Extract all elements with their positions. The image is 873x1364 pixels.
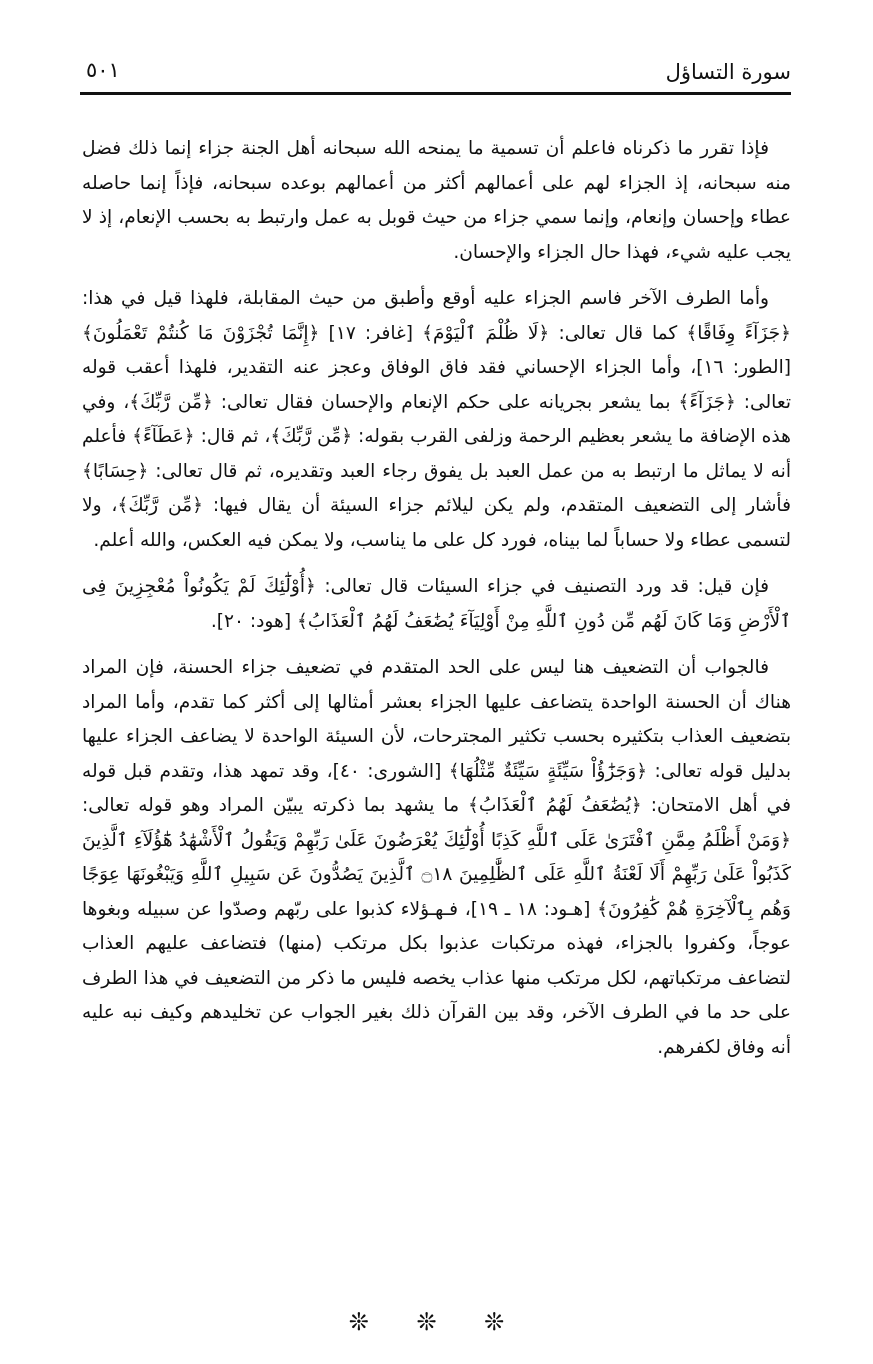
page-number: ٥٠١ bbox=[86, 58, 120, 82]
section-separator: ❊ ❊ ❊ bbox=[348, 1308, 525, 1336]
paragraph: فإذا تقرر ما ذكرناه فاعلم أن تسمية ما يمنحه الله سبحانه أهل الجنة جزاء إنما ذلك فضل منه سبحانه، إذ الجزاء لهم على أعمالهم أكثر من أعمالهم بوعده سبحانه، فإذاً إنما حاصله عطاء وإحسان وإنعام، وإنما سمي جزاء من حيث قوبل به عمل وارتبط به بحسب الإنعام، إذ لا يجب عليه شيء، فهذا حال الجزاء والإحسان. bbox=[82, 138, 791, 263]
header-rule bbox=[80, 92, 791, 95]
paragraph: وأما الطرف الآخر فاسم الجزاء عليه أوقع وأطبق من حيث المقابلة، فلهذا قيل في هذا: ﴿جَزَآءً وِفَاقًا﴾ كما قال تعالى: ﴿لَا ظُلْمَ ٱلْيَوْمَ﴾ [غافر: ١٧] ﴿إِنَّمَا تُجْزَوْنَ مَا كُنتُمْ تَعْمَلُونَ﴾ [الطور: ١٦]، وأما الجزاء الإحساني فقد فاق الوفاق وعجز عنه التقدير، فلهذا أعقب قوله تعالى: ﴿جَزَآءً﴾ بما يشعر بجريانه على حكم الإنعام والإحسان فقال تعالى: ﴿مِّن رَّبِّكَ﴾، وفي هذه الإضافة ما يشعر بعظيم الرحمة وزلفى القرب بقوله: ﴿مِّن رَّبِّكَ﴾، ثم قال: ﴿عَطَآءً﴾ فأعلم أنه لا يماثل ما ارتبط به من عمل العبد بل يفوق رجاء العبد وتقديره، ثم قال تعالى: ﴿حِسَابًا﴾ فأشار إلى التضعيف المتقدم، ولم يكن ليلائم جزاء السيئة أن يقال فيها: ﴿مِّن رَّبِّكَ﴾، ولا لتسمى عطاء ولا حساباً لما بيناه، فورد كل على ما يناسب، ولا يمكن فيه العكس، والله أعلم. bbox=[82, 288, 791, 551]
paragraph: فإن قيل: قد ورد التصنيف في جزاء السيئات قال تعالى: ﴿أُوْلَٰٓئِكَ لَمْ يَكُونُواْ مُعْجِزِينَ فِى ٱلْأَرْضِ وَمَا كَانَ لَهُم مِّن دُونِ ٱللَّهِ مِنْ أَوْلِيَآءَ يُضَٰعَفُ لَهُمُ ٱلْعَذَابُ﴾ [هود: ٢٠]. bbox=[82, 576, 791, 632]
page-body bbox=[82, 132, 791, 1065]
page-header bbox=[80, 46, 791, 96]
paragraph: فالجواب أن التضعيف هنا ليس على الحد المتقدم في تضعيف جزاء الحسنة، فإن المراد هناك أن الحسنة الواحدة يتضاعف عليها الجزاء بعشر أمثالها إلى أكثر كما تقدم، وأما المراد بتضعيف العذاب بتكثيره بحسب تكثير المجترحات، لأن السيئة الواحدة لا يضاعف الجزاء عليها بدليل قوله تعالى: ﴿وَجَزَٰٓؤُاْ سَيِّئَةٍ سَيِّئَةٌ مِّثْلُهَا﴾ [الشورى: ٤٠]، وقد تمهد هذا، وتقدم قبل قوله في أهل الامتحان: ﴿يُضَٰعَفُ لَهُمُ ٱلْعَذَابُ﴾ ما يشهد بما ذكرته يبيّن المراد وهو قوله تعالى: ﴿وَمَنْ أَظْلَمُ مِمَّنِ ٱفْتَرَىٰ عَلَى ٱللَّهِ كَذِبًا أُوْلَٰٓئِكَ يُعْرَضُونَ عَلَىٰ رَبِّهِمْ وَيَقُولُ ٱلْأَشْهَٰدُ هَٰٓؤُلَآءِ ٱلَّذِينَ كَذَبُواْ عَلَىٰ رَبِّهِمْ أَلَا لَعْنَةُ ٱللَّهِ عَلَى ٱلظَّٰلِمِينَ ۝١٨ ٱلَّذِينَ يَصُدُّونَ عَن سَبِيلِ ٱللَّهِ وَيَبْغُونَهَا عِوَجًا وَهُم بِٱلْآخِرَةِ هُمْ كَٰفِرُونَ﴾ [هـود: ١٨ ـ ١٩]، فـهـؤلاء كذبوا على ربّهم وصدّوا عن سبيله وبغوها عوجاً، وكفروا بالجزاء، فهذه مرتكبات عذبوا بكل مرتكب (منها) فتضاعف عليهم العذاب لتضاعف مرتكباتهم، لكل مرتكب منها عذاب يخصه فليس ما ذكر من التضعيف في هذا الطرف على حد ما في الطرف الآخر، وقد بين القرآن ذلك بغير الجواب عن تخليدهم وكيف نبه عليه أنه وفاق لكفرهم. bbox=[82, 657, 792, 1058]
running-title: سورة التساؤل bbox=[665, 60, 791, 84]
